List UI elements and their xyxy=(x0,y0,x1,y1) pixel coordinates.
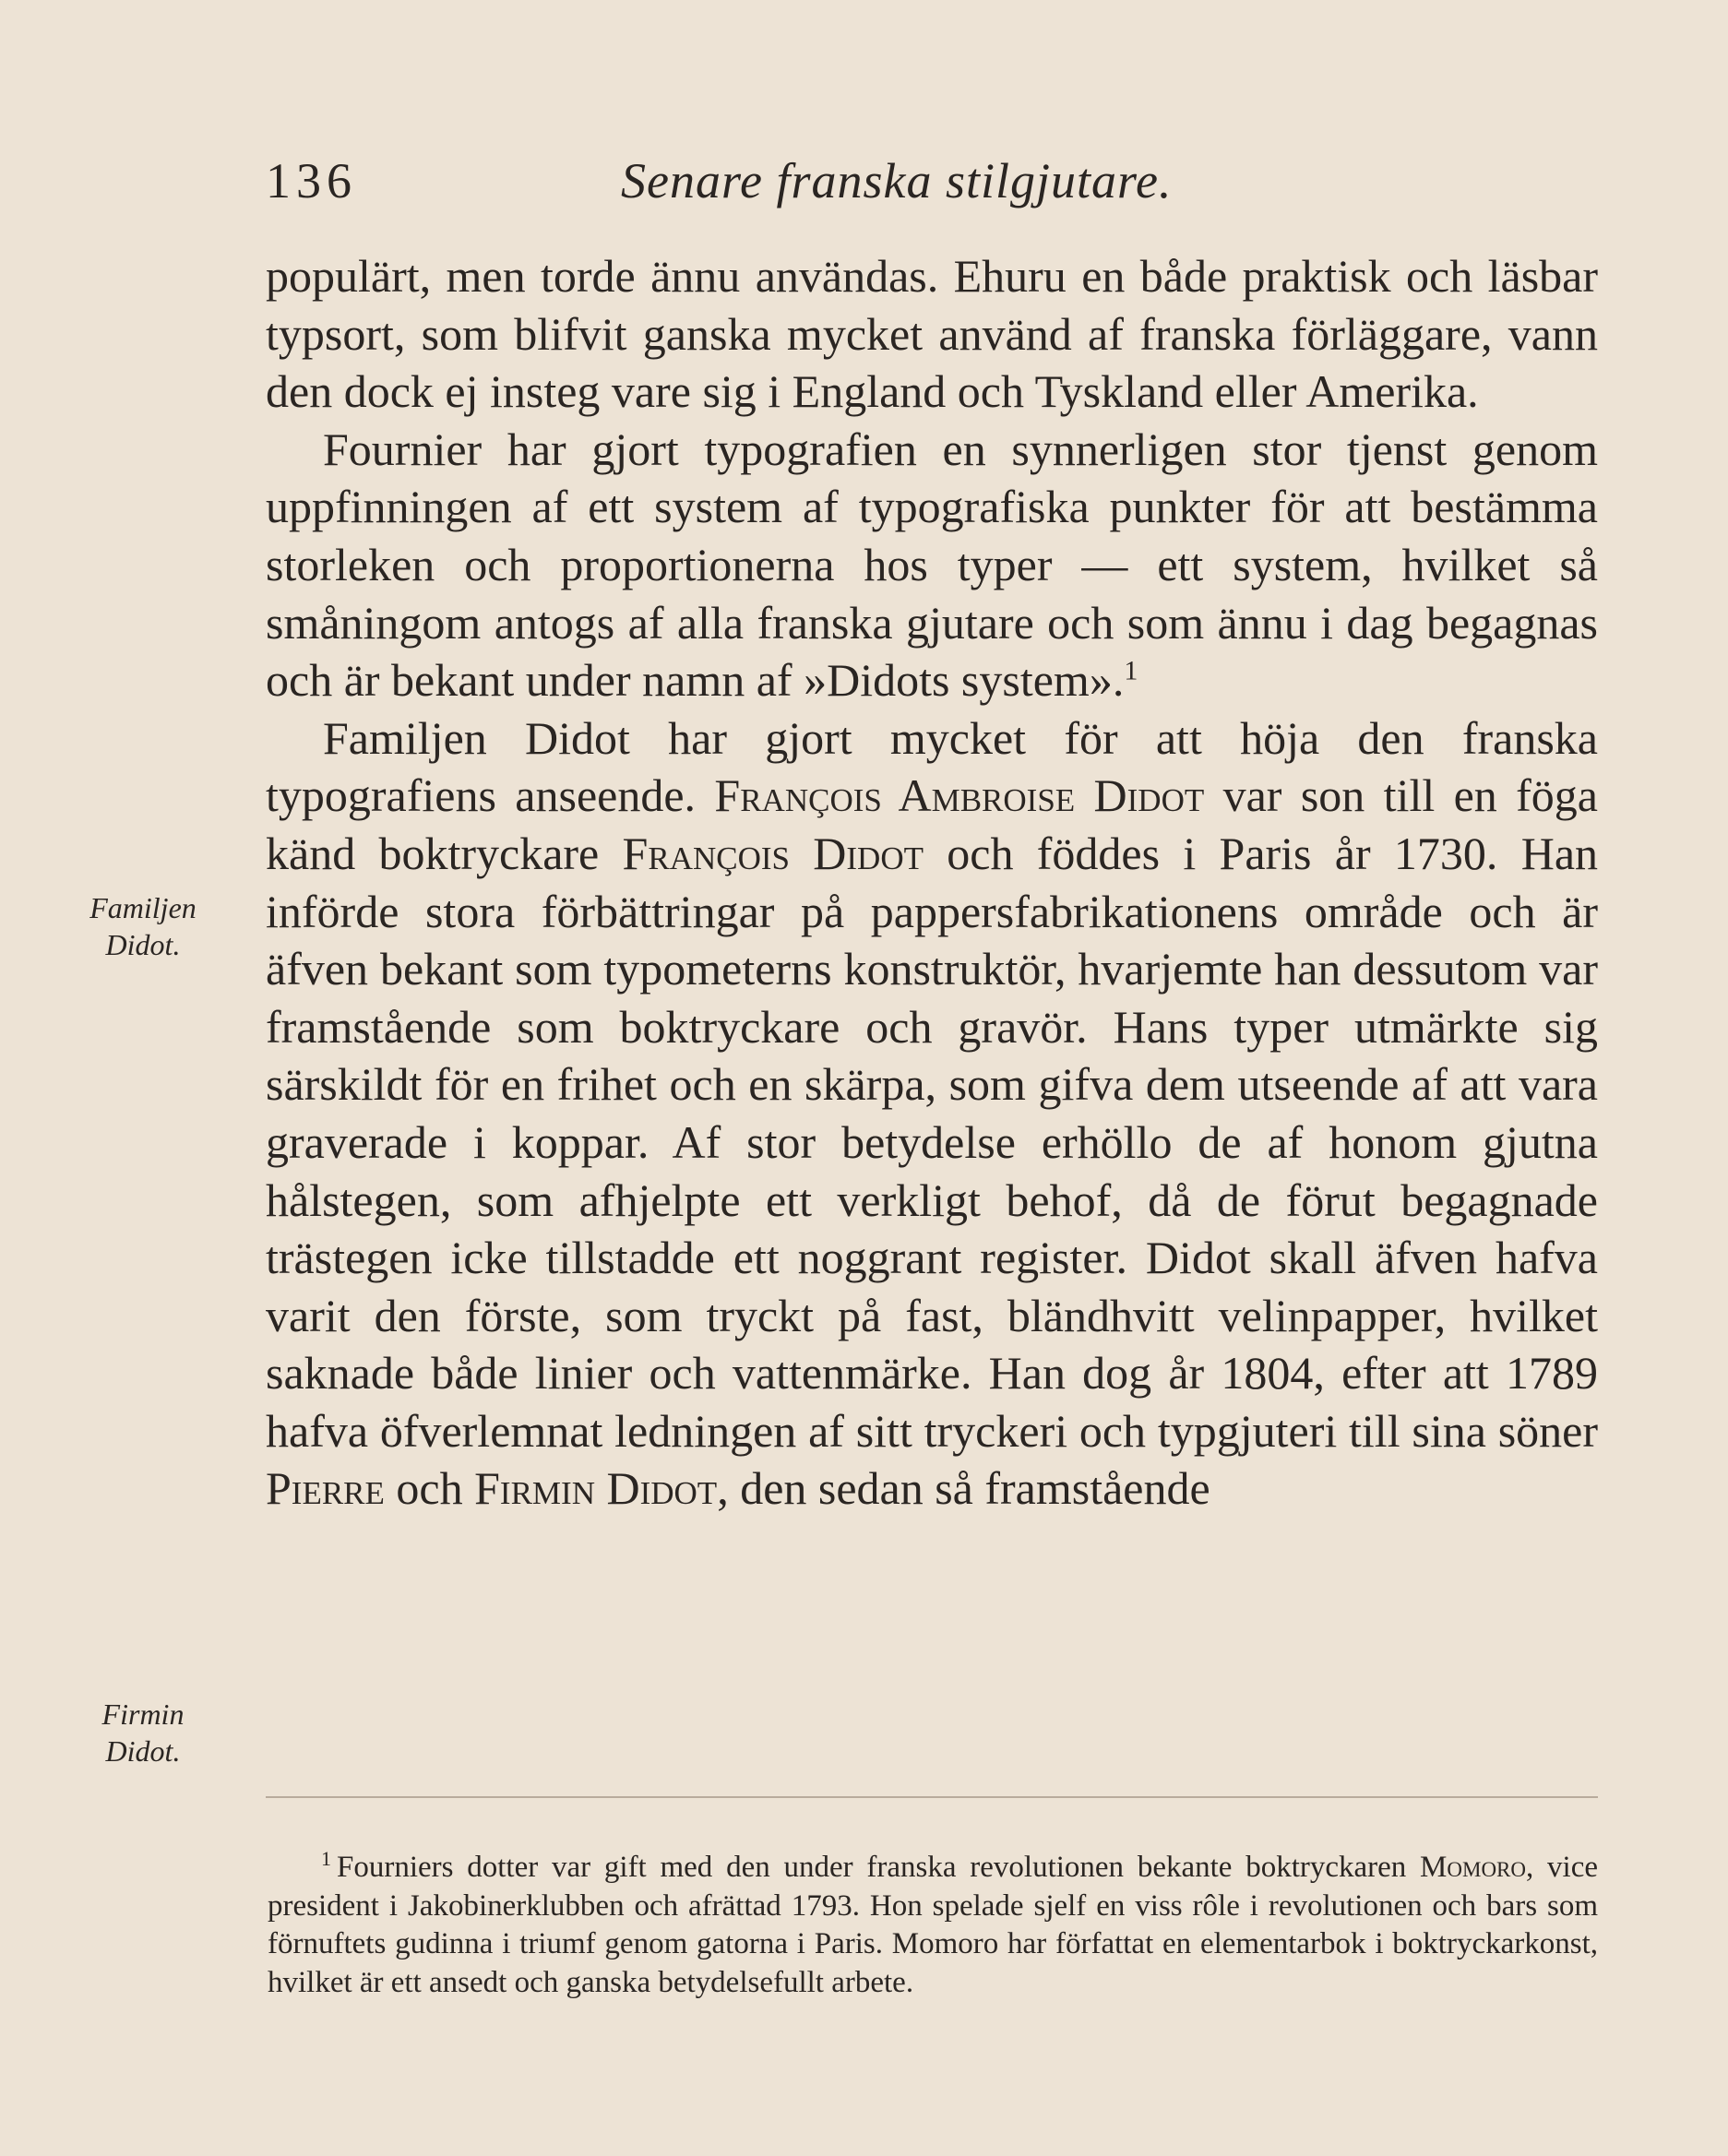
marginal-note-firmin-didot xyxy=(65,1696,221,1769)
paragraph-text: var son till en föga känd boktryckare xyxy=(266,769,1599,879)
running-title: Senare franska stilgjutare. xyxy=(621,153,1173,208)
paragraph-text: , den sedan så framstående xyxy=(717,1462,1210,1515)
paragraph-text: och föddes i Paris år 1730. Han införde stora förbättringar på pappersfabrikationens område och är äfven bekant som typometerns konstruktör, hvarjemte han dessutom var framstående som boktryckare och gravör. Hans typer utmärkte sig särskildt för en frihet och en skärpa, som gifva dem utseende af att vara graverade i koppar. Af stor betydelse erhöllo de af honom gjutna hålstegen, som afhjelpte ett verkligt behof, då de förut begagnade trästegen icke tillstadde ett noggrant register. Didot skall äfven hafva varit den förste, som tryckt på fast, bländhvitt velinpapper, hvilket saknade både linier och vattenmärke. Han dog år 1804, efter att 1789 hafva öfverlemnat ledningen af sitt tryckeri och typgjuteri till sina söner xyxy=(266,827,1599,1457)
footnote-text: , vice president i Jakobinerklubben och afrättad 1793. Hon spelade sjelf en viss rôle i revolutionen och bars som förnuftets gudinna i triumf genom gatorna i Paris. Momoro har författat en elementarbok i boktryckarkonst, hvilket är ett ansedt och ganska betydelsefullt arbete. xyxy=(268,1851,1598,1999)
marginal-note-line: Familjen xyxy=(89,891,197,924)
marginal-note-line: Firmin xyxy=(101,1697,185,1731)
marginal-note-line: Didot. xyxy=(105,928,181,961)
paragraph-text: Familjen Didot har gjort mycket för att höja den franska typografiens anseende. xyxy=(266,711,1598,822)
running-header xyxy=(266,152,1598,217)
person-name: Momoro xyxy=(1420,1851,1527,1884)
page-number: 136 xyxy=(266,153,357,208)
footnote-marker: 1 xyxy=(321,1847,331,1870)
footnote-reference: 1 xyxy=(1124,655,1138,686)
marginal-note-familjen-didot xyxy=(65,889,221,963)
body-text xyxy=(266,247,1598,1518)
paragraph-text: Fournier har gjort typografien en synnerligen stor tjenst genom uppfinningen af ett system af typografiska punkter för att bestämma storleken och proportionerna hos typer — ett system, hvilket så småningom antogs af alla franska gjutare och som ännu i dag begagnas och är bekant under namn af »Didots system». xyxy=(266,423,1598,707)
person-name: François Ambroise Didot xyxy=(714,769,1205,822)
footnote-divider xyxy=(266,1796,1598,1798)
paragraph-didot-family xyxy=(266,709,1598,1518)
person-name: Firmin Didot xyxy=(474,1462,718,1515)
paragraph-text: och xyxy=(384,1462,475,1515)
footnote-text: Fourniers dotter var gift med den under franska revolutionen bekante boktryckaren xyxy=(337,1851,1421,1884)
person-name: François Didot xyxy=(622,827,924,879)
marginal-note-line: Didot. xyxy=(105,1734,181,1768)
footnote xyxy=(268,1849,1598,2002)
paragraph-fournier xyxy=(266,421,1598,709)
person-name: Pierre xyxy=(266,1462,385,1515)
paragraph-continued: populärt, men torde ännu användas. Ehuru en både praktisk och läsbar typsort, som blifvit ganska mycket använd af franska förläggare, vann den dock ej insteg vare sig i England och Tyskland eller Amerika. xyxy=(266,250,1598,418)
